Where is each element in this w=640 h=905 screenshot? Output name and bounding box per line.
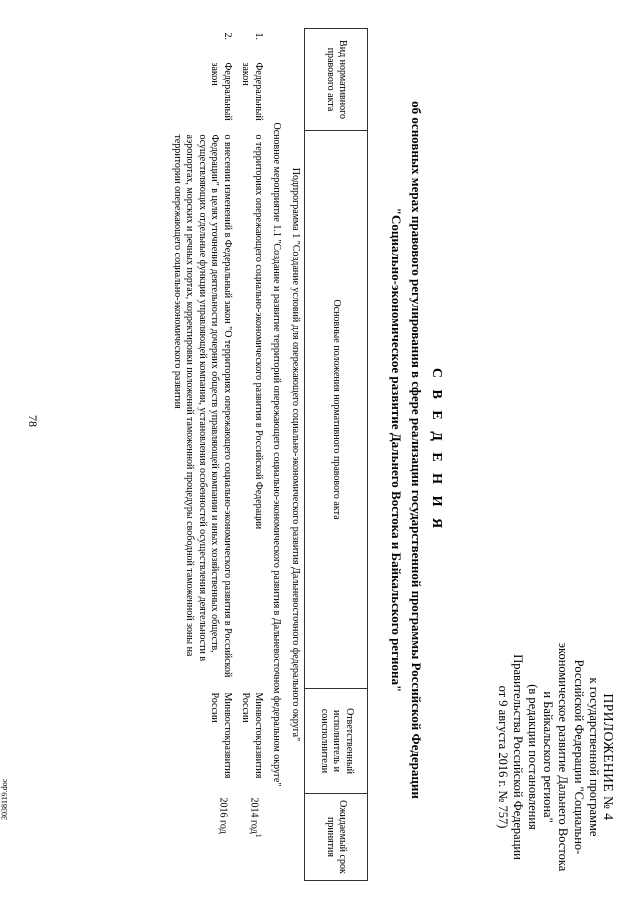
heading-line-1: об основных мерах правового регулирования в сфере реализации государственной программы Российской Федерации (409, 101, 424, 799)
appendix-line: (в редакции постановления (525, 684, 540, 830)
measure-text: Основное мероприятие 1.1 "Создание и развитие территорий опережающего социально-экономического развития в Дальневосточном федеральном округе" (271, 122, 283, 787)
row-executor: Минвостокразвития России (240, 692, 264, 779)
header-term: Ожидаемый срок принятия (305, 794, 368, 881)
table-row (236, 29, 267, 881)
header-act-type: Вид нормативного правового акта (305, 29, 368, 131)
heading-line-2: "Социально-экономическое развитие Дальнего Востока и Байкальского региона" (389, 207, 405, 693)
header-act-content: Основные положения нормативного правового акта (305, 131, 368, 689)
row-term: 2016 год (217, 797, 229, 834)
row-term-footnote: 1 (254, 833, 263, 838)
document-heading (389, 0, 444, 900)
measures-table (168, 28, 369, 881)
page-number: 78 (26, 415, 40, 427)
row-term-cell (236, 794, 267, 881)
appendix-line: к государственной программе (586, 677, 601, 837)
row-number: 2. (222, 32, 233, 40)
measure-row (267, 29, 286, 881)
appendix-line: Российской Федерации "Социально- (571, 659, 586, 855)
row-term: 2014 год (248, 797, 260, 834)
subprogram-text: Подпрограмма 1 "Создание условий для опережающего социально-экономического развития Дальневосточного федерального округа" (290, 167, 301, 742)
row-term-cell (168, 794, 237, 881)
table-row (168, 29, 237, 881)
footer-file-code: 3038119.doc (0, 778, 9, 820)
appendix-line: и Байкальского региона" (541, 691, 556, 823)
appendix-block (494, 632, 616, 882)
row-act-type: Федеральный закон (240, 62, 264, 121)
row-number: 1. (253, 32, 264, 40)
appendix-line: экономическое развитие Дальнего Востока (556, 642, 571, 872)
subprogram-row (286, 29, 305, 881)
heading-title: С В Е Д Е Н И Я (429, 367, 444, 533)
appendix-line: от 9 августа 2016 г. № 757) (495, 685, 510, 829)
appendix-title: ПРИЛОЖЕНИЕ № 4 (601, 693, 616, 821)
appendix-line: Правительства Российской Федерации (510, 654, 525, 860)
row-act-content: о внесении изменений в Федеральный закон "О территориях опережающего социально-экономического развития в Российской Федерации" в целях уточнения деятельности дочерних обществ управляющей компании и иных хозяйственных обществ, осуществляющих отдельные функции управляющей компании, установления особенностей осуществления деятельности в аэропортах, морских и речных портах, корректировки положений таможенной процедуры свободной таможенной зоны на территории опережающего социально-экономического развития (172, 134, 233, 678)
row-act-type: Федеральный закон (209, 62, 233, 121)
row-act-content: о территориях опережающего социально-экономического развития в Российской Федерации (253, 134, 264, 530)
row-executor: Минвостокразвития России (209, 692, 233, 779)
table-header-row (305, 29, 368, 881)
header-executor: Ответственный исполнитель и соисполнители (305, 689, 368, 794)
